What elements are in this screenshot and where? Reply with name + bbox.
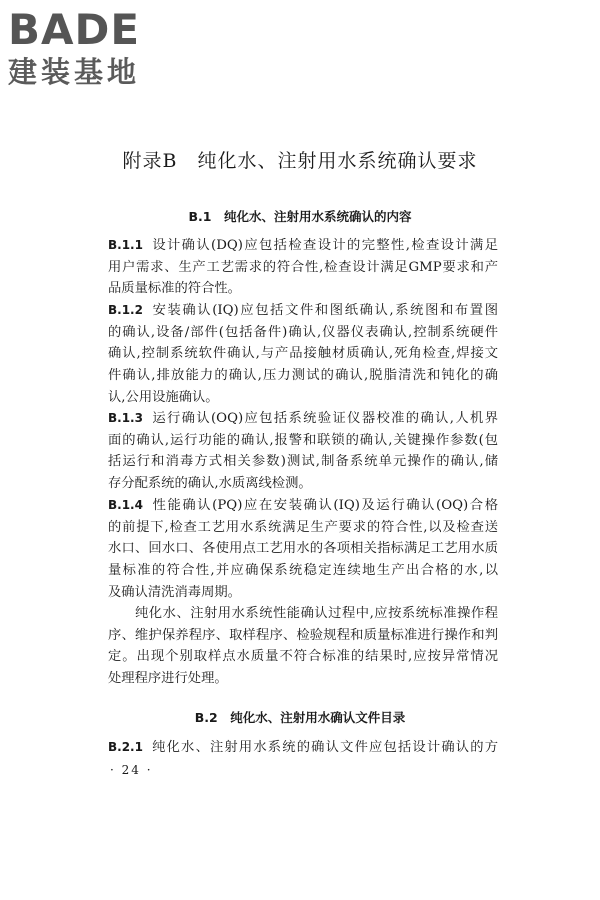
clause-b-1-3: B.1.3 运行确认(OQ)应包括系统验证仪器校准的确认,人机界 面的确认,运行功能的确认,报警和联锁的确认,关键操作参数(包 括运行和消毒方式相关参数)测试,制备系统单元操作的确认,储 存分配系统的确认,水质离线检测。 (108, 411, 498, 492)
logo-subtitle: 建装基地 (8, 55, 141, 89)
paragraph-performance: 纯化水、注射用水系统性能确认过程中,应按系统标准操作程 序、维护保养程序、取样程序、检验规程和质量标准进行操作和判 定。出现个别取样点水质量不符合标准的结果时,应按异常情况 处理程序进行处理。 (108, 606, 498, 687)
clause-number: B.1.1 (108, 238, 143, 252)
section-heading-b2: B.2 纯化水、注射用水确认文件目录 (194, 710, 406, 725)
clause-b-2-1: B.2.1 纯化水、注射用水系统的确认文件应包括设计确认的方 (108, 740, 498, 755)
clause-b-1-2: B.1.2 安装确认(IQ)应包括文件和图纸确认,系统图和布置图 的确认,设备/部件(包括备件)确认,仪器仪表确认,控制系统硬件 确认,控制系统软件确认,与产品接触材质确认,死角检查,焊接文 件确认,排放能力的确认,压力测试的确认,脱脂清洗和钝化的确 认,公用设施确认。 (108, 303, 498, 405)
clause-b-1-1: B.1.1 设计确认(DQ)应包括检查设计的完整性,检查设计满足 用户需求、生产工艺需求的符合性,检查设计满足GMP要求和产 品质量标准的符合性。 (108, 238, 498, 297)
page-number: · 24 · (110, 763, 153, 777)
clause-number: B.1.2 (108, 303, 143, 317)
appendix-title: 附录B 纯化水、注射用水系统确认要求 (122, 150, 478, 172)
logo-wordmark: BADE (8, 5, 141, 54)
clause-b-1-4: B.1.4 性能确认(PQ)应在安装确认(IQ)及运行确认(OQ)合格 的前提下,检查工艺用水系统满足生产要求的符合性,以及检查送 水口、回水口、各使用点工艺用水的各项相关指标满足工艺用水质 量标准的符合性,并应确保系统稳定连续地生产出合格的水,以 及确认清洗消毒周期。 (108, 498, 498, 600)
clause-number: B.1.4 (108, 498, 143, 512)
clause-number: B.2.1 (108, 740, 143, 754)
clause-number: B.1.3 (108, 411, 143, 425)
brand-logo (8, 6, 178, 90)
section-heading-b1: B.1 纯化水、注射用水系统确认的内容 (188, 209, 412, 224)
